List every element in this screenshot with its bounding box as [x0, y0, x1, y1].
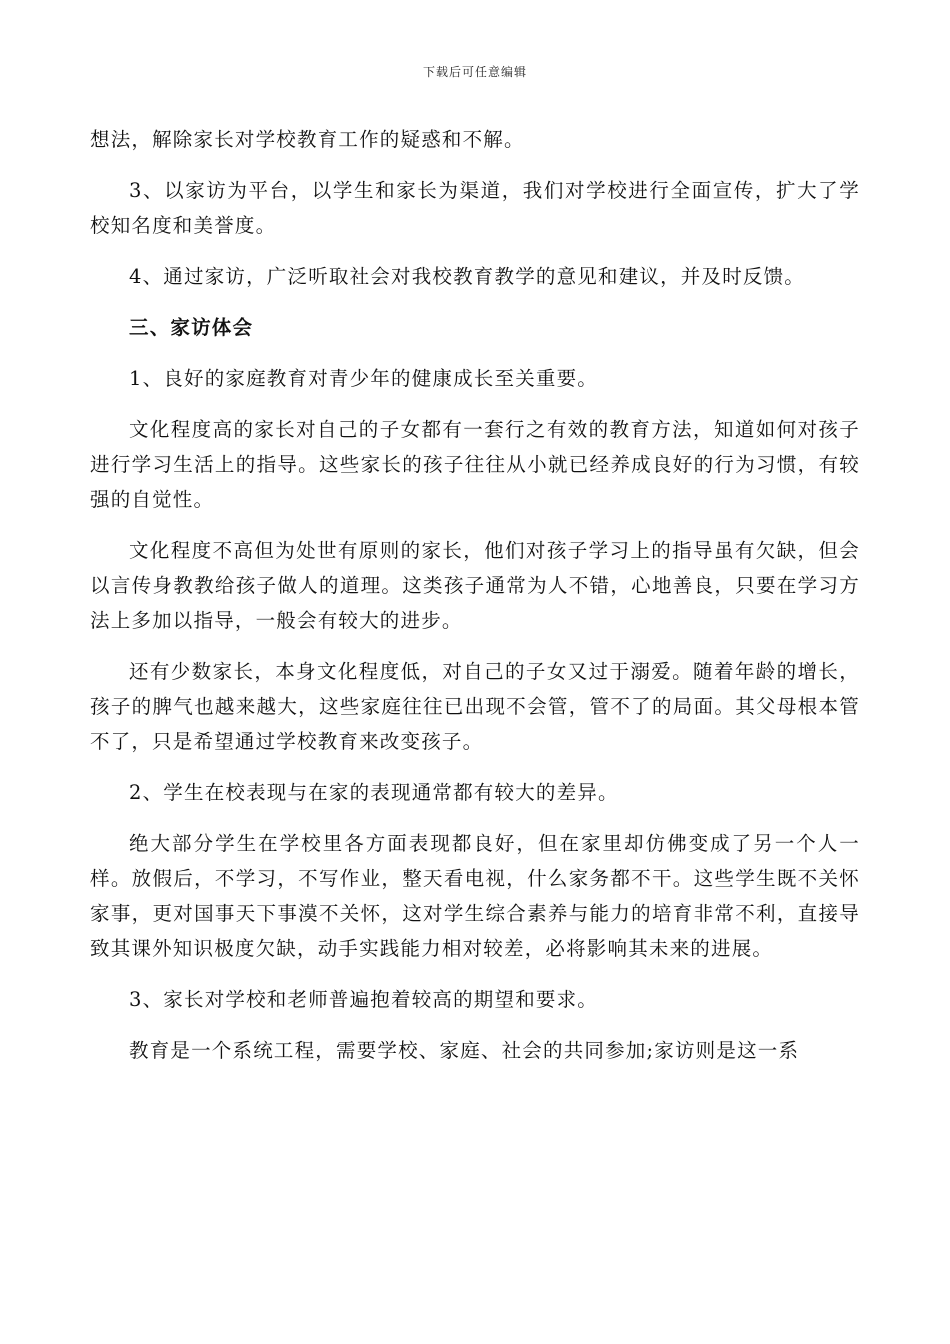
paragraph-point-2: 2、学生在校表现与在家的表现通常都有较大的差异。 — [129, 781, 619, 804]
paragraph-continuation: 想法，解除家长对学校教育工作的疑惑和不解。 — [90, 128, 525, 151]
document-body — [90, 122, 860, 1084]
section-heading: 三、家访体会 — [129, 316, 254, 339]
paragraph-body: 文化程度不高但为处世有原则的家长，他们对孩子学习上的指导虽有欠缺，但会以言传身教教给孩子做人的道理。这类孩子通常为人不错，心地善良，只要在学习方法上多加以指导，一般会有较大的进步。 — [90, 539, 860, 632]
paragraph-point-1: 1、良好的家庭教育对青少年的健康成长至关重要。 — [129, 367, 599, 390]
paragraph-body: 还有少数家长，本身文化程度低，对自己的子女又过于溺爱。随着年龄的增长，孩子的脾气也越来越大，这些家庭往往已出现不会管，管不了的局面。其父母根本管不了，只是希望通过学校教育来改变孩子。 — [90, 660, 860, 753]
paragraph-body: 文化程度高的家长对自己的子女都有一套行之有效的教育方法，知道如何对孩子进行学习生活上的指导。这些家长的孩子往往从小就已经养成良好的行为习惯，有较强的自觉性。 — [90, 418, 860, 511]
page-header: 下载后可任意编辑 — [422, 65, 527, 79]
paragraph-body: 绝大部分学生在学校里各方面表现都良好，但在家里却仿佛变成了另一个人一样。放假后，不学习，不写作业，整天看电视，什么家务都不干。这些学生既不关怀家事，更对国事天下事漠不关怀，这对学生综合素养与能力的培育非常不利，直接导致其课外知识极度欠缺，动手实践能力相对较差，必将影响其未来的进展。 — [90, 832, 860, 960]
paragraph-item-3: 3、以家访为平台，以学生和家长为渠道，我们对学校进行全面宣传，扩大了学校知名度和美誉度。 — [90, 179, 860, 237]
paragraph-item-4: 4、通过家访，广泛听取社会对我校教育教学的意见和建议，并及时反馈。 — [129, 265, 806, 288]
paragraph-point-3: 3、家长对学校和老师普遍抱着较高的期望和要求。 — [129, 988, 599, 1011]
paragraph-body: 教育是一个系统工程，需要学校、家庭、社会的共同参加;家访则是这一系 — [129, 1039, 800, 1062]
